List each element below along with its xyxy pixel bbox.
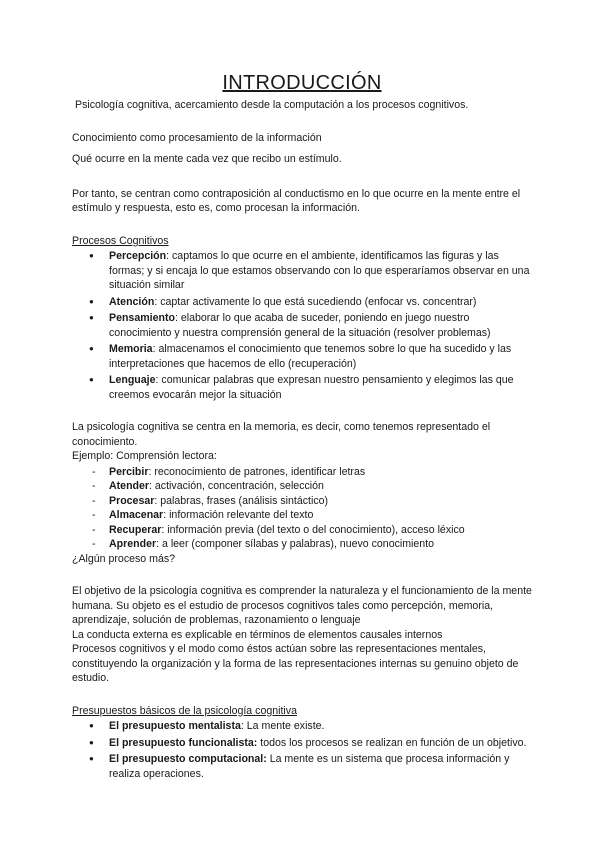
presupuestos-list <box>72 719 532 781</box>
list-item <box>72 465 532 480</box>
list-item <box>72 752 532 781</box>
list-item-text: : captamos lo que ocurre en el ambiente, identificamos las figuras y las formas; y si encaja lo que estamos observando con lo que esperaríamos observar en una situación similar <box>109 250 530 291</box>
list-item-term: El presupuesto mentalista <box>109 720 241 732</box>
list-item <box>72 249 532 293</box>
list-item-term: El presupuesto computacional: <box>109 753 267 765</box>
presupuestos-heading: Presupuestos básicos de la psicología cognitiva <box>72 704 297 717</box>
list-item-text: La mente es un sistema que procesa información y realiza operaciones. <box>109 753 510 780</box>
procesos-heading: Procesos Cognitivos <box>72 234 169 247</box>
list-item-text: : palabras, frases (análisis sintáctico) <box>154 494 329 507</box>
procesos-list <box>72 249 532 402</box>
list-item-text: : elaborar lo que acaba de suceder, poniendo en juego nuestro conocimiento y nuestra comprensión general de la situación (resolver problemas) <box>109 312 491 339</box>
list-item-text: : almacenamos el conocimiento que tenemos sobre lo que ha sucedido y las interpretaciones que hacemos de ello (recuperación) <box>109 343 512 370</box>
list-item <box>72 479 532 494</box>
list-item-text: : La mente existe. <box>240 720 325 732</box>
list-item <box>72 342 532 371</box>
memoria-paragraph: La psicología cognitiva se centra en la memoria, es decir, como tenemos representado el conocimiento. <box>72 421 491 448</box>
list-item-term: El presupuesto funcionalista: <box>109 736 258 749</box>
list-item-term: Almacenar <box>109 509 164 521</box>
question-line: ¿Algún proceso más? <box>72 552 176 565</box>
list-item <box>72 719 532 734</box>
list-item-term: Memoria <box>109 343 153 355</box>
list-item-term: Percibir <box>109 465 149 478</box>
por-tanto-paragraph: Por tanto, se centran como contraposición al conductismo en lo que ocurre en la mente entre el estímulo y respuesta, esto es, como procesan la información. <box>72 187 521 214</box>
list-item <box>72 537 532 552</box>
list-item-term: Atención <box>109 295 155 308</box>
list-item-text: : información relevante del texto <box>163 509 314 521</box>
list-item <box>72 508 532 523</box>
conducta-line: La conducta externa es explicable en términos de elementos causales internos <box>72 628 443 641</box>
list-item-text: : reconocimiento de patrones, identificar letras <box>148 465 366 478</box>
ejemplo-label: Ejemplo: Comprensión lectora: <box>72 450 217 462</box>
list-item-text: : a leer (componer sílabas y palabras), nuevo conocimiento <box>156 538 435 550</box>
list-item-term: Pensamiento <box>109 312 175 324</box>
list-item-text: : comunicar palabras que expresan nuestro pensamiento y elegimos las que creemos evocarán mejor la situación <box>109 374 514 401</box>
procesos-representaciones-paragraph: Procesos cognitivos y el modo como éstos actúan sobre las representaciones mentales, constituyendo la organización y la forma de las representaciones internas su genuino objeto de estudio. <box>72 643 519 684</box>
list-item-text: : captar activamente lo que está sucediendo (enfocar vs. concentrar) <box>154 295 477 308</box>
list-item-term: Percepción <box>109 250 167 262</box>
list-item-text: : información previa (del texto o del conocimiento), acceso léxico <box>161 523 465 536</box>
objetivo-paragraph: El objetivo de la psicología cognitiva es comprender la naturaleza y el funcionamiento de la mente humana. Su objeto es el estudio de procesos cognitivos tales como percepción, memoria, aprendizaje, solución de problemas, razonamiento o lenguaje <box>72 585 532 626</box>
list-item <box>72 295 532 310</box>
ejemplo-list <box>72 465 532 552</box>
page-subtitle: Psicología cognitiva, acercamiento desde la computación a los procesos cognitivos. <box>75 99 469 111</box>
list-item-text: : activación, concentración, selección <box>149 480 324 492</box>
intro-line-2: Qué ocurre en la mente cada vez que recibo un estímulo. <box>72 153 342 165</box>
list-item <box>72 736 532 751</box>
list-item <box>72 523 532 538</box>
list-item-term: Atender <box>109 480 150 492</box>
list-item-term: Recuperar <box>109 523 162 536</box>
list-item <box>72 373 532 402</box>
list-item-term: Procesar <box>109 494 155 507</box>
list-item <box>72 494 532 509</box>
page-title: INTRODUCCIÓN <box>222 72 382 94</box>
list-item-text: todos los procesos se realizan en función de un objetivo. <box>257 736 527 749</box>
list-item-term: Lenguaje <box>109 374 156 386</box>
list-item <box>72 311 532 340</box>
list-item-term: Aprender <box>109 538 157 550</box>
intro-line-1: Conocimiento como procesamiento de la información <box>72 131 322 144</box>
document-page <box>72 72 532 783</box>
